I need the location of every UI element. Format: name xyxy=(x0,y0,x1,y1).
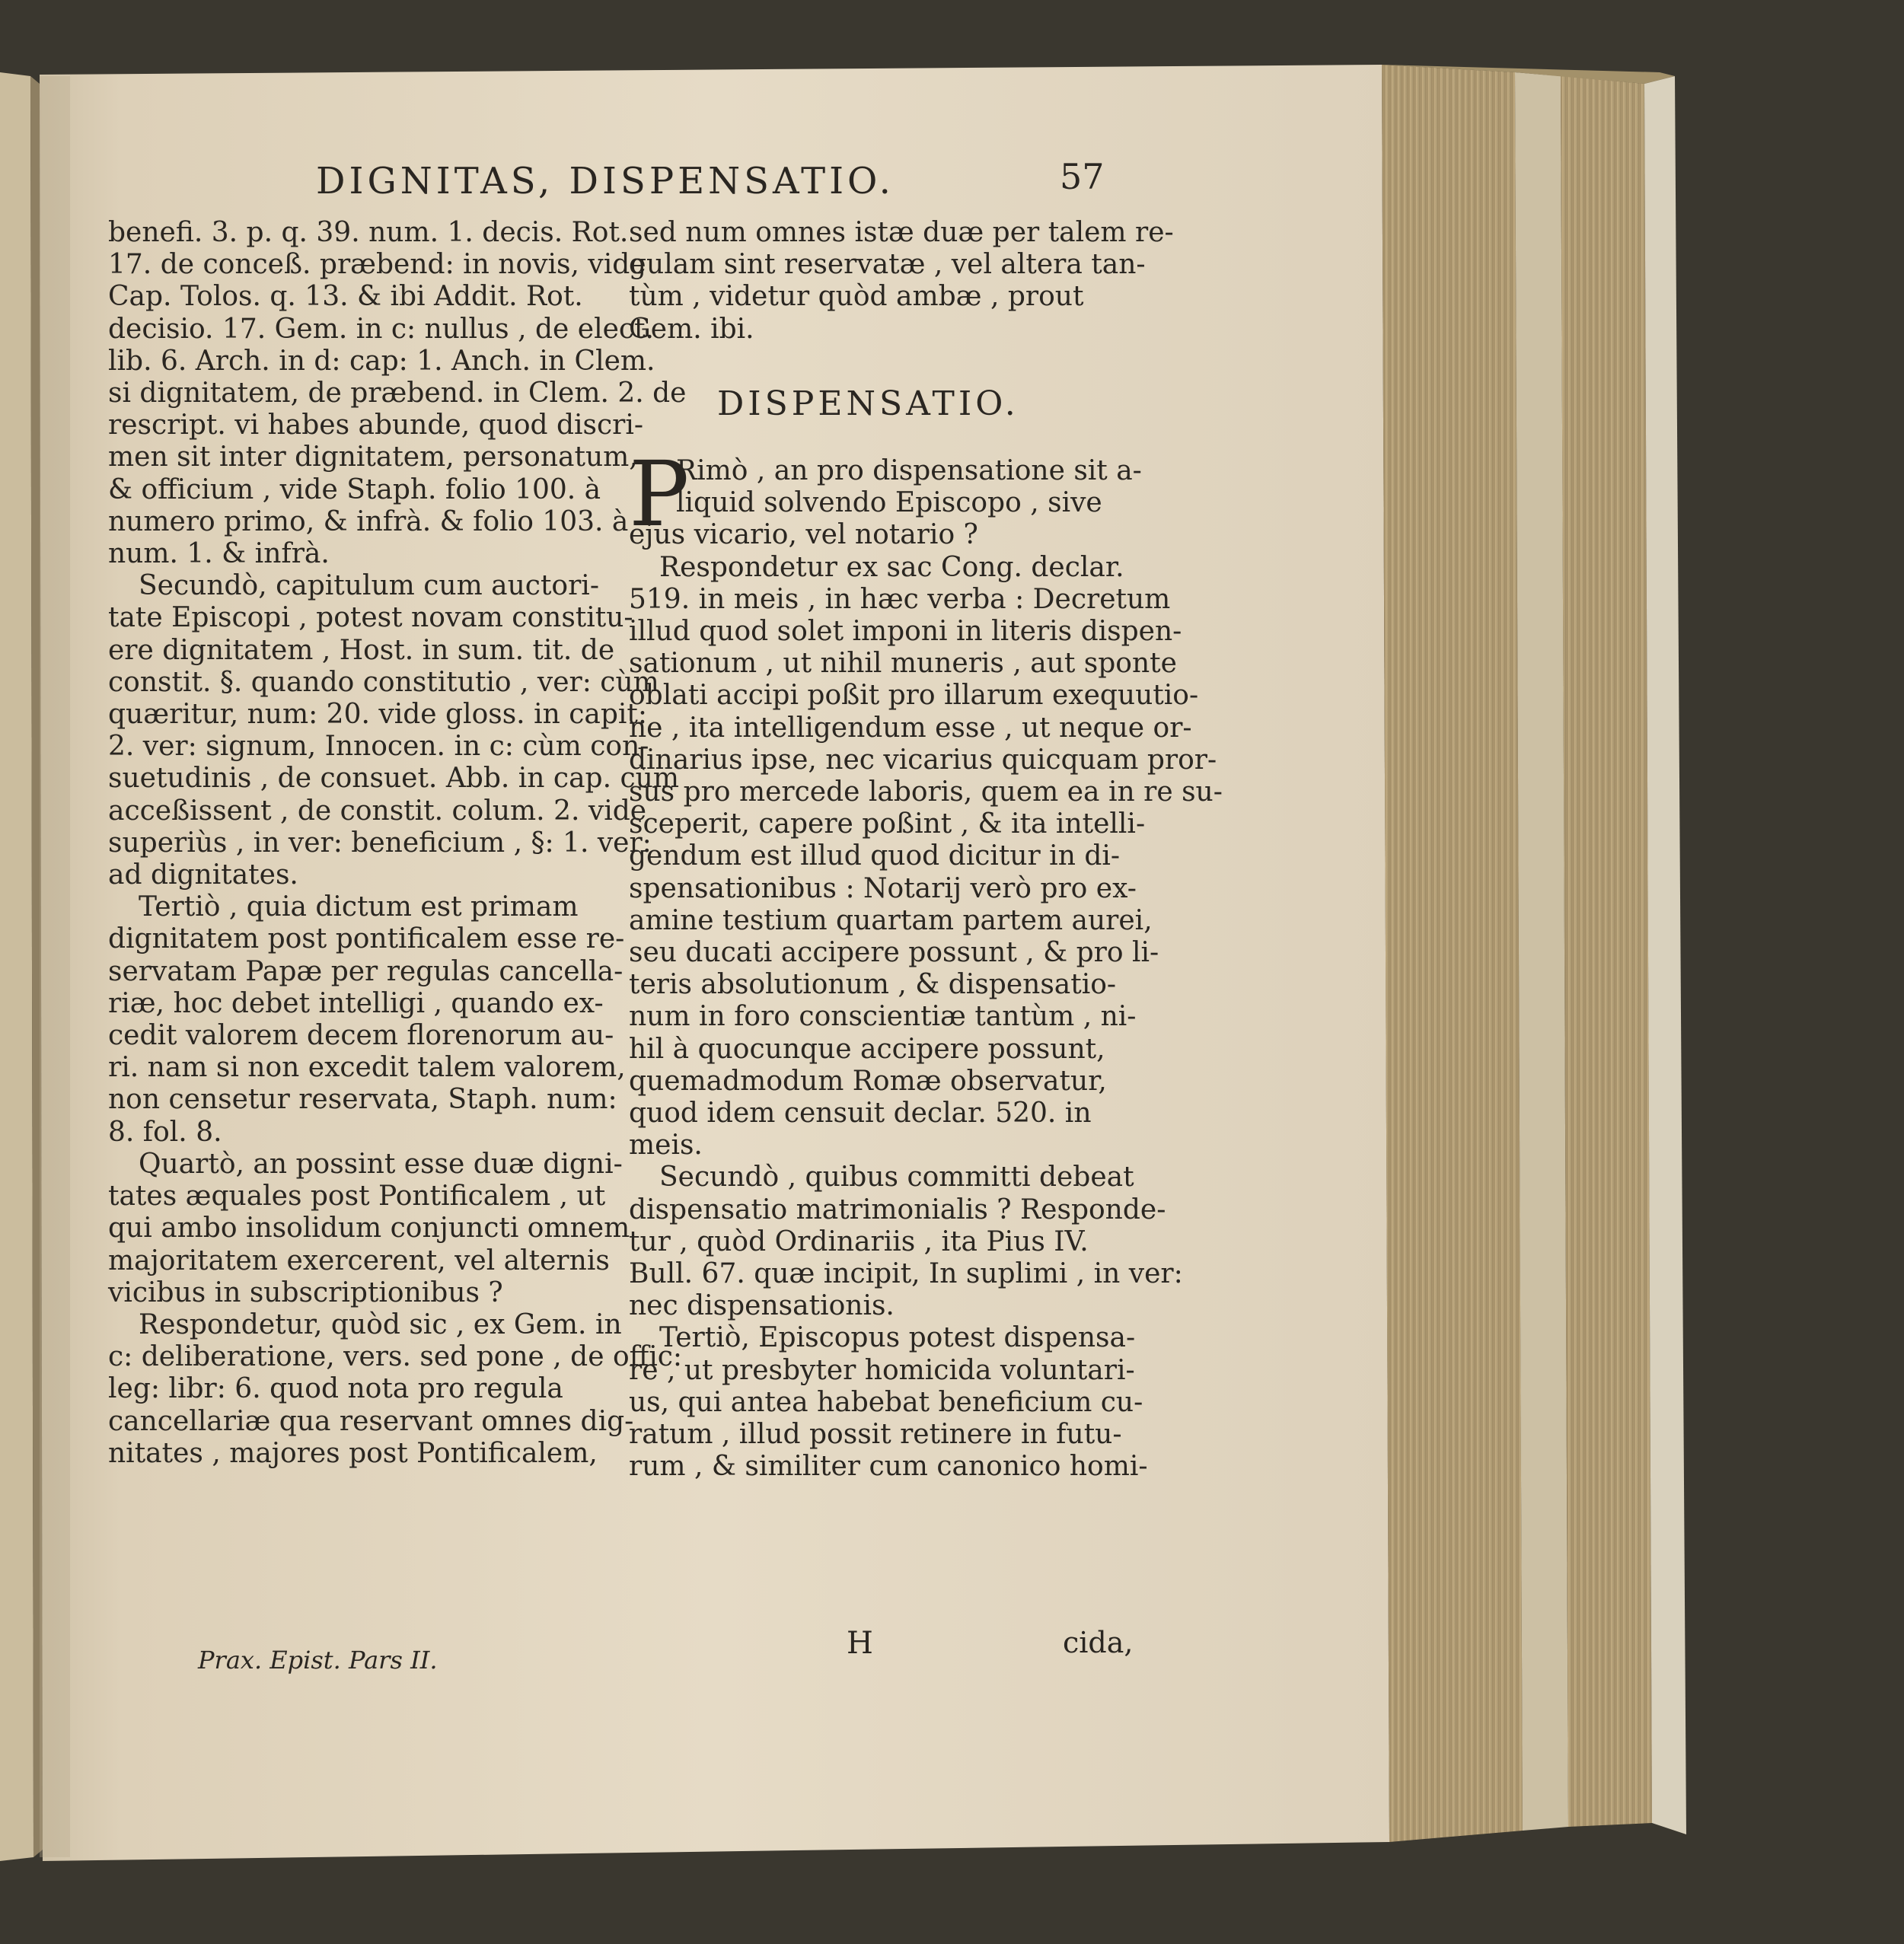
right-column-body xyxy=(629,455,1223,1483)
text-line: non censetur reservata, Staph. num: xyxy=(108,1084,617,1116)
text-line: & officium , vide Staph. folio 100. à xyxy=(108,473,601,505)
text-line: si dignitatem, de præbend. in Clem. 2. de xyxy=(108,378,687,410)
text-line: sceperit, capere poßint , & ita intelli- xyxy=(629,808,1146,840)
text-line: seu ducati accipere possunt , & pro li- xyxy=(629,937,1159,969)
text-line: ne , ita intelligendum esse , ut neque or- xyxy=(629,712,1192,744)
text-line: Secundò, capitulum cum auctori- xyxy=(139,570,599,602)
text-line: ad dignitates. xyxy=(108,859,298,891)
text-line: liquid solvendo Episcopo , sive xyxy=(676,487,1102,519)
text-line: ejus vicario, vel notario ? xyxy=(629,519,978,551)
text-line: quæritur, num: 20. vide gloss. in capit: xyxy=(108,699,647,731)
text-line: tate Episcopi , potest novam constitu- xyxy=(108,602,633,634)
text-line: rum , & similiter cum canonico homi- xyxy=(629,1451,1148,1483)
text-line: ri. nam si non excedit talem valorem, xyxy=(108,1052,626,1084)
text-line: hil à quocunque accipere possunt, xyxy=(629,1033,1105,1065)
text-line: quod idem censuit declar. 520. in xyxy=(629,1098,1092,1130)
text-line: Gem. ibi. xyxy=(629,313,754,345)
text-line: lib. 6. Arch. in d: cap: 1. Anch. in Clem. xyxy=(108,345,655,377)
footer-signature: Prax. Epist. Pars II. xyxy=(198,1646,438,1675)
text-line: decisio. 17. Gem. in c: nullus , de elect. xyxy=(108,313,654,345)
text-line: men sit inter dignitatem, personatum, xyxy=(108,441,638,473)
text-line: cancellariæ qua reservant omnes dig- xyxy=(108,1405,634,1437)
text-line: oblati accipi poßit pro illarum exequutio- xyxy=(629,680,1199,712)
text-line: gulam sint reservatæ , vel altera tan- xyxy=(629,249,1146,281)
text-line: dignitatem post pontificalem esse re- xyxy=(108,923,625,955)
running-head: DIGNITAS, DISPENSATIO. xyxy=(316,160,895,202)
text-line: Secundò , quibus committi debeat xyxy=(659,1162,1134,1193)
text-line: Tertiò , quia dictum est primam xyxy=(139,891,579,923)
page-number: 57 xyxy=(1060,156,1105,197)
text-line: majoritatem exercerent, vel alternis xyxy=(108,1244,610,1276)
text-line: 2. ver: signum, Innocen. in c: cùm con- xyxy=(108,731,649,763)
text-line: amine testium quartam partem aurei, xyxy=(629,904,1153,936)
text-line: Rimò , an pro dispensatione sit a- xyxy=(676,455,1142,486)
text-line: rescript. vi habes abunde, quod discri- xyxy=(108,410,644,441)
text-line: tates æquales post Pontificalem , ut xyxy=(108,1181,606,1213)
text-line: numero primo, & infrà. & folio 103. à xyxy=(108,505,629,537)
text-line: suetudinis , de consuet. Abb. in cap. cùm xyxy=(108,763,679,795)
text-line: teris absolutionum , & dispensatio- xyxy=(629,969,1117,1001)
text-line: dinarius ipse, nec vicarius quicquam pror- xyxy=(629,744,1217,776)
text-line: servatam Papæ per regulas cancella- xyxy=(108,955,624,987)
text-line: acceßissent , de constit. colum. 2. vide xyxy=(108,795,647,827)
text-line: re , ut presbyter homicida voluntari- xyxy=(629,1354,1135,1386)
section-heading: DISPENSATIO. xyxy=(717,384,1019,423)
text-line: num in foro conscientiæ tantùm , ni- xyxy=(629,1001,1137,1033)
left-page-sliver xyxy=(0,72,33,1861)
text-line: spensationibus : Notarij verò pro ex- xyxy=(629,872,1137,904)
text-line: qui ambo insolidum conjuncti omnem xyxy=(108,1213,630,1244)
text-line: vicibus in subscriptionibus ? xyxy=(108,1276,503,1308)
right-column xyxy=(629,217,1174,346)
catchword: cida, xyxy=(1063,1626,1134,1659)
back-pages xyxy=(1515,72,1568,1831)
text-line: us, qui antea habebat beneficium cu- xyxy=(629,1386,1143,1418)
page-block-edge xyxy=(1382,65,1523,1842)
text-line: sationum , ut nihil muneris , aut sponte xyxy=(629,648,1177,680)
text-line: nitates , majores post Pontificalem, xyxy=(108,1437,598,1469)
text-line: Respondetur ex sac Cong. declar. xyxy=(659,551,1124,583)
text-line: ere dignitatem , Host. in sum. tit. de xyxy=(108,634,615,666)
text-line: Respondetur, quòd sic , ex Gem. in xyxy=(139,1308,622,1340)
text-line: Quartò, an possint esse duæ digni- xyxy=(139,1148,623,1180)
text-line: Bull. 67. quæ incipit, In suplimi , in ver: xyxy=(629,1258,1183,1290)
text-line: 17. de conceß. præbend: in novis, vide xyxy=(108,249,646,281)
text-line: sus pro mercede laboris, quem ea in re su- xyxy=(629,776,1223,808)
text-line: ratum , illud possit retinere in futu- xyxy=(629,1419,1122,1451)
text-line: cedit valorem decem florenorum au- xyxy=(108,1020,614,1052)
text-line: c: deliberatione, vers. sed pone , de offic: xyxy=(108,1341,683,1373)
text-line: illud quod solet imponi in literis dispen- xyxy=(629,616,1182,648)
text-line: gendum est illud quod dicitur in di- xyxy=(629,840,1121,872)
text-line: benefi. 3. p. q. 39. num. 1. decis. Rot. xyxy=(108,217,629,248)
text-line: constit. §. quando constitutio , ver: cùm xyxy=(108,666,659,698)
text-line: 8. fol. 8. xyxy=(108,1116,222,1148)
text-line: Tertiò, Episcopus potest dispensa- xyxy=(659,1322,1136,1354)
text-line: tùm , videtur quòd ambæ , prout xyxy=(629,281,1084,313)
text-line: 519. in meis , in hæc verba : Decretum xyxy=(629,583,1171,615)
text-line: dispensatio matrimonialis ? Responde- xyxy=(629,1193,1166,1225)
drop-cap: P xyxy=(629,441,690,547)
text-line: meis. xyxy=(629,1130,703,1162)
text-line: nec dispensationis. xyxy=(629,1290,895,1322)
signature-mark: H xyxy=(847,1626,873,1661)
text-line: quemadmodum Romæ observatur, xyxy=(629,1065,1107,1097)
text-line: superiùs , in ver: beneficium , §: 1. ver: xyxy=(108,827,652,859)
text-line: Cap. Tolos. q. 13. & ibi Addit. Rot. xyxy=(108,281,583,313)
text-line: sed num omnes istæ duæ per talem re- xyxy=(629,217,1174,248)
text-line: tur , quòd Ordinariis , ita Pius IV. xyxy=(629,1225,1089,1257)
text-line: riæ, hoc debet intelligi , quando ex- xyxy=(108,987,604,1019)
text-line: leg: libr: 6. quod nota pro regula xyxy=(108,1373,563,1405)
text-line: num. 1. & infrà. xyxy=(108,538,330,570)
